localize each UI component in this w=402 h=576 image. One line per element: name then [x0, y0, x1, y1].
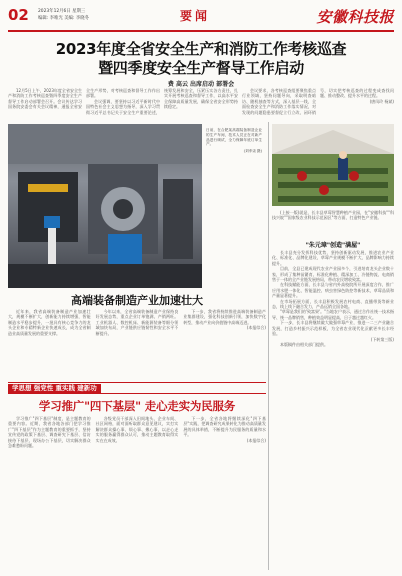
study-body	[8, 416, 266, 566]
right-continuation: (下转第三版)	[370, 336, 394, 342]
right-paragraph: 下一步，长丰县将继续做大做强草莓产业，推进一二三产业融合发展，打造乡村振兴示范样板，为全省农业现代化贡献更多长丰经验。	[272, 320, 394, 337]
top-signoff: (唐凤玲 杨斌)	[369, 98, 394, 104]
section-title: 要闻	[180, 9, 211, 23]
study-tag-label: 学思想 强党性 重实践 建新功	[8, 384, 101, 393]
top-headline-1: 2023年度全省安全生产和消防工作考核巡查	[55, 40, 347, 58]
factory-photo	[8, 124, 202, 288]
editor-line: 编辑: 李唯光 美编: 李晓冬	[38, 16, 90, 21]
right-intro	[272, 210, 394, 236]
manufacturing-paragraph: 下一步，我省将持续推进高端装备制造产业集群建设，强化科技创新引领，加快数字化转型，推动产业向价值链中高端迈进。	[183, 309, 266, 325]
right-paragraph: 长丰县充分发挥科技优势，坚持创新驱动发展，推进农业产业化、标准化、品牌化建设，草莓产业规模不断扩大，品牌影响力持续提升。	[272, 250, 394, 266]
top-paragraph: 会议强调，要坚持以习近平新时代中国特色社会主义思想为指导，深入学习贯彻习近平总书记关于安全生产重要论述，统筹发展和安全，压紧压实各方责任，扎实开展考核巡查和督导工作，以高水平安全保障高质量发展，确保全省安全形势持续稳定。	[86, 88, 238, 115]
photo-credit: (刘孝柒 摄)	[243, 149, 262, 154]
page-number: 02	[8, 6, 29, 24]
masthead-logo: 安徽科技报	[316, 8, 394, 26]
top-byline: 费 高云 出席启动 部署会	[167, 81, 235, 88]
header-rule	[8, 30, 394, 32]
column-divider	[268, 122, 269, 570]
top-headline-2: 暨四季度安全生产督导工作启动	[98, 59, 304, 77]
right-paragraph: 在市场拓展方面，长丰县积极发展农村电商、直播带货等新业态，线上线下融合发力，产品远销全国各地。	[272, 298, 394, 310]
photo-caption-block	[206, 128, 262, 284]
right-note: 本版稿件由相关部门提供。	[280, 341, 328, 347]
right-body	[272, 250, 394, 568]
study-paragraph: 学习推广"四下基层"制度，是主题教育的重要内容。近期，我省各地各部门把学习推广"四下基层"作为主题教育的重要抓手，坚持宣传党的政策下基层、调查研究下基层、信访接待下基层、现场办公下基层，切实解决群众急难愁盼问题。	[8, 416, 91, 449]
strawberry-photo	[272, 124, 394, 206]
machinery-illustration	[8, 124, 202, 288]
study-paragraph: 下一步，全省各地将继续深化"四下基层"实践，把调查研究成果转化为推动高质量发展的具体举措，不断提升为民服务的质量和水平。	[183, 416, 266, 438]
manufacturing-paragraph: 今年以来，全省高端装备制造产业保持良好发展态势，重点企业订单饱满、产销两旺。工业机器人、数控机床、新能源装备等细分领域加快布局，产业链供应链韧性和安全水平不断提升。	[95, 309, 179, 336]
manufacturing-headline: 高端装备制造产业加速壮大	[71, 294, 203, 307]
right-paragraph: 目前，全县已建成现代农业产业园多个，引进培育龙头企业数十家，形成了集种苗繁育、标准化种植、精深加工、冷链物流、电商销售于一体的全产业链发展格局，带动农民增收致富。	[272, 266, 394, 283]
top-paragraph: 会议要求，各考核巡查组要聚焦重点行业领域，坚持问题导向，采取明查暗访、随机抽查等方式，深入基层一线，全面检查安全生产和消防工作落实情况，对发现的问题隐患要督促立行立改、闭环销号，切实把考核巡查的过程变成查找问题、推动整改、提升水平的过程。	[242, 88, 394, 115]
study-paragraph: 各级党员干部深入田间地头、企业车间、社区网格，面对面听取群众意见建议，实打实解决群众操心事、烦心事、揪心事，以走心走实的服务赢得群众认可，推动主题教育取得实实在在成效。	[95, 416, 179, 443]
right-paragraph: 在科技赋能方面，长丰县与省内外高校院所开展深度合作，推广应用水肥一体化、智能温控、病虫害绿色防控等新技术，草莓品质和产量显著提升。	[272, 282, 394, 299]
photo-caption: 日前，在合肥某高端装备制造企业的生产车间，技术人员正在对新产品进行调试，全力保障年底订单生产。	[206, 128, 262, 147]
study-headline: 学习推广"四下基层" 走心走实为民服务	[38, 399, 236, 413]
top-article-body	[8, 88, 394, 118]
top-paragraph: 12月5日上午，2023年度全省安全生产和消防工作考核巡查暨四季度安全生产督导工作启动部署会召开。会议传达学习国务院安委会有关会议精神，通报全省安全生产形势，对考核巡查和督导工作作出部署。	[8, 88, 160, 110]
right-intro-text: (上接一版)就是，长丰县草莓智慧种植产业园，在"安徽科技""科技兴皖""国家级农业科技示范园区"等方面，打造特色产业链。	[272, 210, 394, 221]
date-line: 2023年12月6日 星期三	[38, 9, 86, 14]
study-signoff: (本报综合)	[246, 437, 266, 443]
manufacturing-signoff: (本报综合)	[246, 325, 266, 331]
greenhouse-illustration	[272, 124, 394, 206]
manufacturing-body	[8, 309, 266, 375]
page-header	[8, 6, 394, 28]
right-paragraph: "草莓是我们的'致富果'。"当地农户表示，通过合作社统一技术指导、统一品牌销售，种植效益明显提高，日子越过越红火。	[272, 309, 394, 320]
right-subhead: "朱元璋"创造"满屋"	[305, 242, 361, 249]
manufacturing-paragraph: 近年来，我省高端装备制造产业加速壮大，规模不断扩大，创新能力持续增强，智能制造水平稳步提升，一批具有核心竞争力的龙头企业和专精特新企业快速成长，成为全省制造业高质量发展的重要支撑。	[8, 309, 91, 336]
study-tag	[8, 382, 266, 394]
